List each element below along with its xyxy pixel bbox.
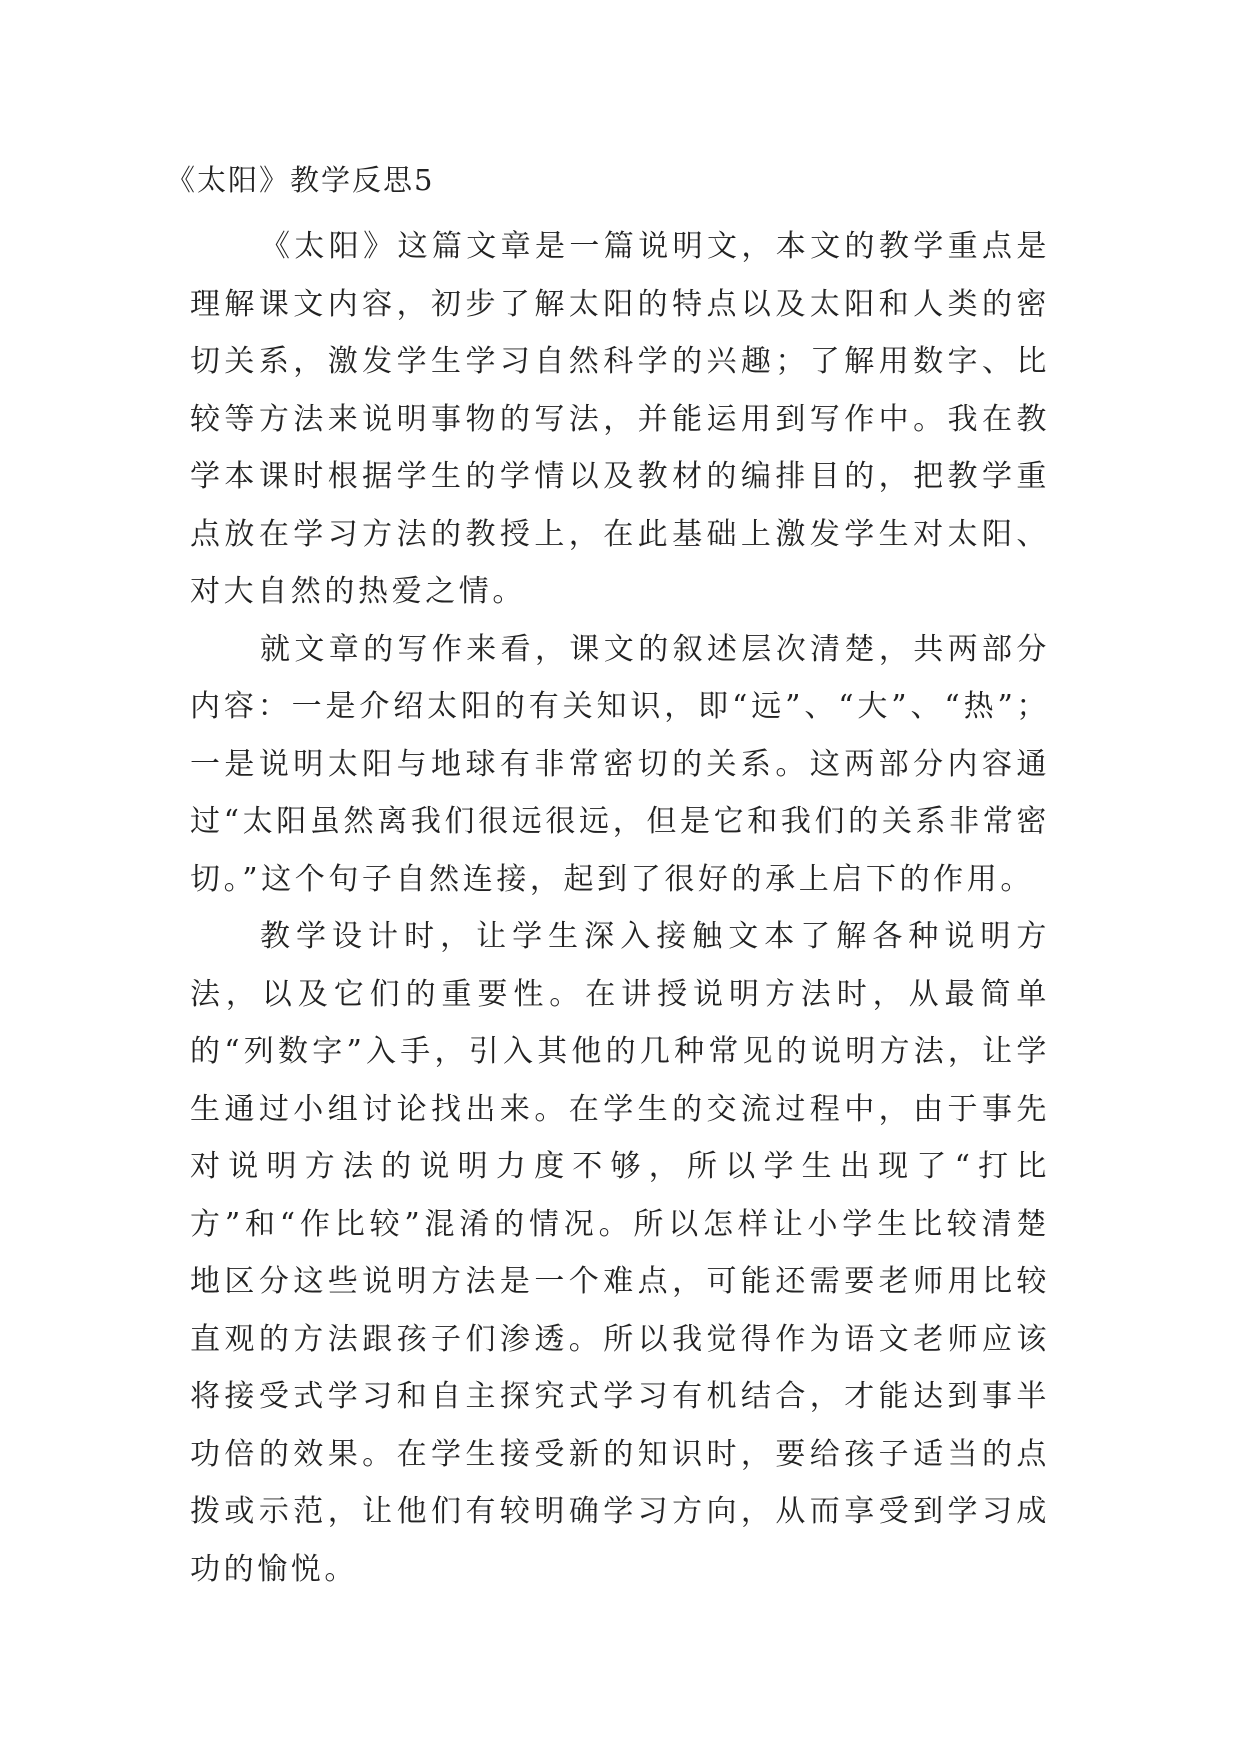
document-title: 《太阳》教学反思5 [166,163,435,197]
paragraph-intro: 《太阳》这篇文章是一篇说明文，本文的教学重点是理解课文内容，初步了解太阳的特点以及太阳和人类的密切关系，激发学生学习自然科学的兴趣；了解用数字、比较等方法来说明事物的写法，并能运用到写作中。我在教学本课时根据学生的学情以及教材的编排目的，把教学重点放在学习方法的教授上，在此基础上激发学生对太阳、对大自然的热爱之情。 [190,229,1050,609]
paragraph-structure: 就文章的写作来看，课文的叙述层次清楚，共两部分内容：一是介绍太阳的有关知识，即“远”、“大”、“热”；一是说明太阳与地球有非常密切的关系。这两部分内容通过“太阳虽然离我们很远很远，但是它和我们的关系非常密切。”这个句子自然连接，起到了很好的承上启下的作用。 [190,631,1050,897]
document-body [190,218,1050,1598]
paragraph-teaching-design: 教学设计时，让学生深入接触文本了解各种说明方法，以及它们的重要性。在讲授说明方法时，从最简单的“列数字”入手，引入其他的几种常见的说明方法，让学生通过小组讨论找出来。在学生的交流过程中，由于事先对说明方法的说明力度不够，所以学生出现了“打比方”和“作比较”混淆的情况。所以怎样让小学生比较清楚地区分这些说明方法是一个难点，可能还需要老师用比较直观的方法跟孩子们渗透。所以我觉得作为语文老师应该将接受式学习和自主探究式学习有机结合，才能达到事半功倍的效果。在学生接受新的知识时，要给孩子适当的点拨或示范，让他们有较明确学习方向，从而享受到学习成功的愉悦。 [190,919,1050,1587]
